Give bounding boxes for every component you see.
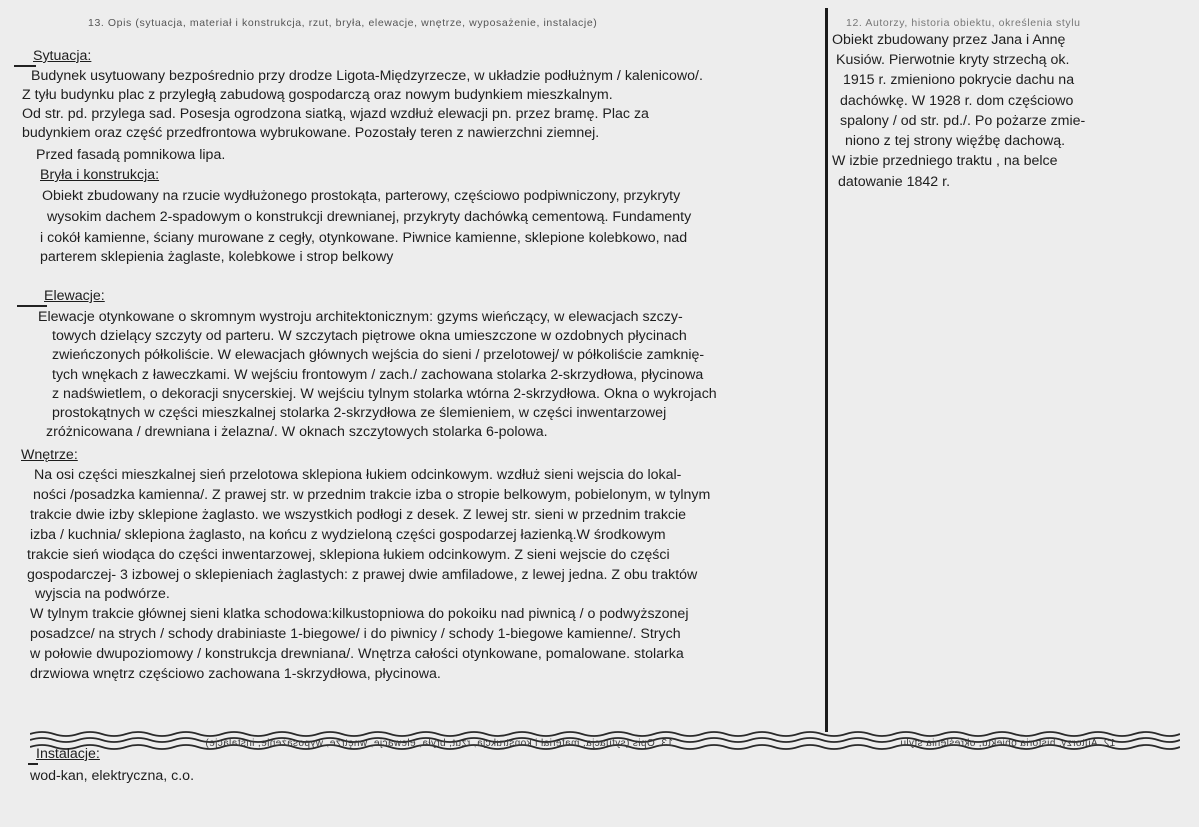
section-heading-bryla: Bryła i konstrukcja: [40, 167, 160, 183]
text-line: z nadświetlem, o dekoracji snycerskiej. W wejściu tylnym stolarka wtórna 2-skrzydłowa. Okna o wykrojach [52, 386, 717, 402]
text-line: drzwiowa wnętrz częściowo zachowana 1-skrzydłowa, płycinowa. [30, 666, 441, 682]
section-heading-elewacje: Elewacje: [44, 288, 105, 304]
history-line: 1915 r. zmieniono pokrycie dachu na [843, 72, 1075, 88]
column-divider [825, 8, 828, 732]
text-line: budynkiem oraz część przedfrontowa wybrukowane. Pozostały teren z nawierzchni ziemnej. [22, 125, 600, 141]
text-line: posadzce/ na strych / schody drabiniaste 1-biegowe/ i do piwnicy / schody 1-biegowe kamienne/. Strych [30, 626, 681, 642]
text-line: w połowie dwupoziomowy / konstrukcja drewniana/. Wnętrza całości otynkowane, pomalowane. stolarka [30, 646, 684, 662]
text-line: ności /posadzka kamienna/. Z prawej str. w przednim trakcie izba o stropie belkowym, pobielonym, w tylnym [33, 487, 711, 503]
text-line: trakcie dwie izby sklepione żaglasto. we wszystkich podłogi z desek. Z lewej str. sieni w przednim trakcie [30, 507, 687, 523]
text-line: gospodarczej- 3 izbowej o sklepieniach żaglastych: z prawej dwie amfiladowe, z lewej jedna. Z obu traktów [27, 567, 698, 583]
history-line: Kusiów. Pierwotnie kryty strzechą ok. [836, 52, 1070, 68]
text-line: W tylnym trakcie głównej sieni klatka schodowa:kilkustopniowa do pokoiku nad piwnicą / o podwyższonej [30, 606, 689, 622]
text-line: Elewacje otynkowane o skromnym wystroju architektonicznym: gzyms wieńczący, w elewacjach szczy- [38, 309, 683, 325]
bleedthrough-header-right: 12. Autorzy, historia obiektu, określenia stylu [900, 738, 1116, 749]
text-line: tych wnękach z ławeczkami. W wejściu frontowym / zach./ zachowana stolarka 2-skrzydłowa, płycinowa [52, 367, 704, 383]
section-heading-sytuacja: Sytuacja: [33, 48, 92, 64]
text-line: trakcie sień wiodąca do części inwentarzowej, sklepiona łukiem odcinkowym. Z sieni wejscie do części [27, 547, 670, 563]
header-history: 12. Autorzy, historia obiektu, określenia stylu [846, 17, 1081, 29]
header-description: 13. Opis (sytuacja, materiał i konstrukcja, rzut, bryła, elewacje, wnętrze, wyposażenie, instalacje) [88, 17, 598, 29]
history-line: spalony / od str. pd./. Po pożarze zmie- [840, 113, 1086, 129]
history-line: Obiekt zbudowany przez Jana i Annę [832, 32, 1066, 48]
text-line: Budynek usytuowany bezpośrednio przy drodze Ligota-Międzyrzecze, w układzie podłużnym / kalenicowo/. [31, 68, 703, 84]
section-heading-instalacje: Instalacje: [36, 746, 100, 762]
installations-text: wod-kan, elektryczna, c.o. [30, 768, 195, 784]
text-line: Z tyłu budynku plac z przyległą zabudową gospodarczą oraz nowym budynkiem mieszkalnym. [22, 87, 613, 103]
section-heading-wnetrze: Wnętrze: [21, 447, 78, 463]
history-line: datowanie 1842 r. [838, 174, 951, 190]
text-line: zróżnicowana / drewniana i żelazna/. W oknach szczytowych stolarka 6-polowa. [46, 424, 548, 440]
text-line: prostokątnych w części mieszkalnej stolarka 2-skrzydłowa ze ślemieniem, w części inwentarzowej [52, 405, 667, 421]
history-line: W izbie przedniego traktu , na belce [832, 153, 1058, 169]
text-line: Obiekt zbudowany na rzucie wydłużonego prostokąta, parterowy, częściowo podpiwniczony, przykryty [42, 188, 681, 204]
text-line: zwieńczonych półkoliście. W elewacjach głównych wejścia do sieni / przelotowej/ w półkoliście zamknię- [52, 347, 705, 363]
text-line: towych dzielący szczyty od parteru. W szczytach piętrowe okna umieszczone w ozdobnych płycinach [52, 328, 687, 344]
text-line: izba / kuchnia/ sklepiona żaglasto, na końcu z wydzieloną części gospodarzej łazienką.W środkowym [30, 527, 666, 543]
text-line: Na osi części mieszkalnej sień przelotowa sklepiona łukiem odcinkowym. wzdłuż sieni wejscia do lokal- [34, 467, 682, 483]
text-line: Od str. pd. przylega sad. Posesja ogrodzona siatką, wjazd wzdłuż elewacji pn. przez bramę. Plac za [22, 106, 649, 122]
text-line: Przed fasadą pomnikowa lipa. [36, 147, 226, 163]
history-line: niono z tej strony więźbę dachową. [845, 133, 1066, 149]
text-line: parterem sklepienia żaglaste, kolebkowe i strop belkowy [40, 249, 394, 265]
history-line: dachówkę. W 1928 r. dom częściowo [840, 93, 1074, 109]
heading-underline-bar [17, 305, 47, 307]
text-line: i cokół kamienne, ściany murowane z cegły, otynkowane. Piwnice kamienne, sklepione kolebkowo, nad [40, 230, 688, 246]
bleedthrough-header-left: 13. Opis (sytuacja, materiał i konstrukcja, rzut, bryła, elewacje, wnętrze, wyposażenie, instalacje) [205, 738, 673, 749]
text-line: wyjscia na podwórze. [35, 586, 170, 602]
text-line: wysokim dachem 2-spadowym o konstrukcji drewnianej, przykryty dachówką cementową. Fundamenty [47, 209, 692, 225]
